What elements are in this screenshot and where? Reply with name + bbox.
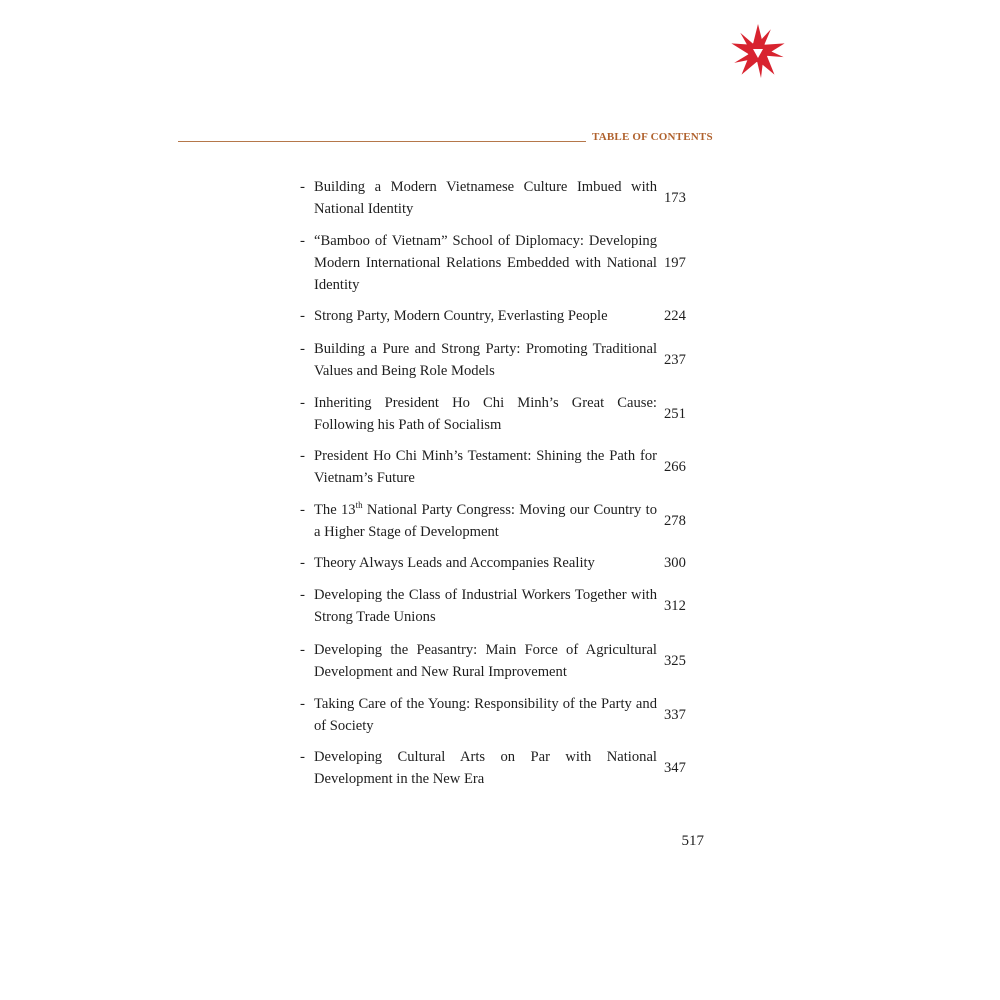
toc-entry-page: 173 xyxy=(664,190,686,206)
toc-bullet: - xyxy=(300,555,305,571)
toc-entry-page: 300 xyxy=(664,555,686,571)
toc-item xyxy=(300,552,704,574)
toc-entry-page: 278 xyxy=(664,513,686,529)
toc-item xyxy=(300,584,704,628)
page-number: 517 xyxy=(681,833,704,849)
toc-bullet: - xyxy=(300,179,305,195)
toc-bullet: - xyxy=(300,233,305,249)
toc-entry-page: 266 xyxy=(664,459,686,475)
toc-bullet: - xyxy=(300,587,305,603)
toc-entry-title: Inheriting President Ho Chi Minh’s Great Cause: Following his Path of Socialism xyxy=(314,395,657,433)
toc-entry-page: 224 xyxy=(664,308,686,324)
toc-entry-page: 347 xyxy=(664,760,686,776)
toc-entry-title: Building a Pure and Strong Party: Promoting Traditional Values and Being Role Models xyxy=(314,341,657,379)
toc-bullet: - xyxy=(300,395,305,411)
toc-item xyxy=(300,746,704,790)
toc-bullet: - xyxy=(300,696,305,712)
toc-bullet: - xyxy=(300,308,305,324)
toc-item xyxy=(300,305,704,327)
section-title: TABLE OF CONTENTS xyxy=(592,131,713,143)
toc-entry-title: Developing Cultural Arts on Par with National Development in the New Era xyxy=(314,749,657,787)
toc-item xyxy=(300,499,704,543)
toc-entry-title: Taking Care of the Young: Responsibility of the Party and of Society xyxy=(314,696,657,734)
toc-bullet: - xyxy=(300,642,305,658)
toc-bullet: - xyxy=(300,341,305,357)
toc-entry-page: 251 xyxy=(664,406,686,422)
publisher-star-logo-icon xyxy=(728,22,788,82)
toc-bullet: - xyxy=(300,502,305,518)
toc-item xyxy=(300,693,704,737)
toc-item xyxy=(300,639,704,683)
toc-entry-page: 337 xyxy=(664,707,686,723)
toc-bullet: - xyxy=(300,448,305,464)
toc-entry-title: Building a Modern Vietnamese Culture Imbued with National Identity xyxy=(314,179,657,217)
header-rule xyxy=(178,141,586,142)
toc-entry-title: President Ho Chi Minh’s Testament: Shining the Path for Vietnam’s Future xyxy=(314,448,657,486)
toc-item xyxy=(300,230,704,296)
toc-entry-title: Developing the Peasantry: Main Force of Agricultural Development and New Rural Improvement xyxy=(314,642,657,680)
toc-entry-title: Developing the Class of Industrial Workers Together with Strong Trade Unions xyxy=(314,587,657,625)
toc-entry-page: 237 xyxy=(664,352,686,368)
toc-entry-page: 312 xyxy=(664,598,686,614)
toc-entry-title: “Bamboo of Vietnam” School of Diplomacy: Developing Modern International Relations Embedded with National Identity xyxy=(314,233,657,293)
toc-entry-title: Strong Party, Modern Country, Everlasting People xyxy=(314,308,608,324)
toc-entry-title: The 13th National Party Congress: Moving our Country to a Higher Stage of Development xyxy=(314,500,657,540)
toc-entry-page: 325 xyxy=(664,653,686,669)
toc-item xyxy=(300,176,704,220)
toc-item xyxy=(300,338,704,382)
toc-item xyxy=(300,392,704,436)
toc-item xyxy=(300,445,704,489)
toc-entry-title: Theory Always Leads and Accompanies Reality xyxy=(314,555,595,571)
toc-bullet: - xyxy=(300,749,305,765)
toc-entry-page: 197 xyxy=(664,255,686,271)
